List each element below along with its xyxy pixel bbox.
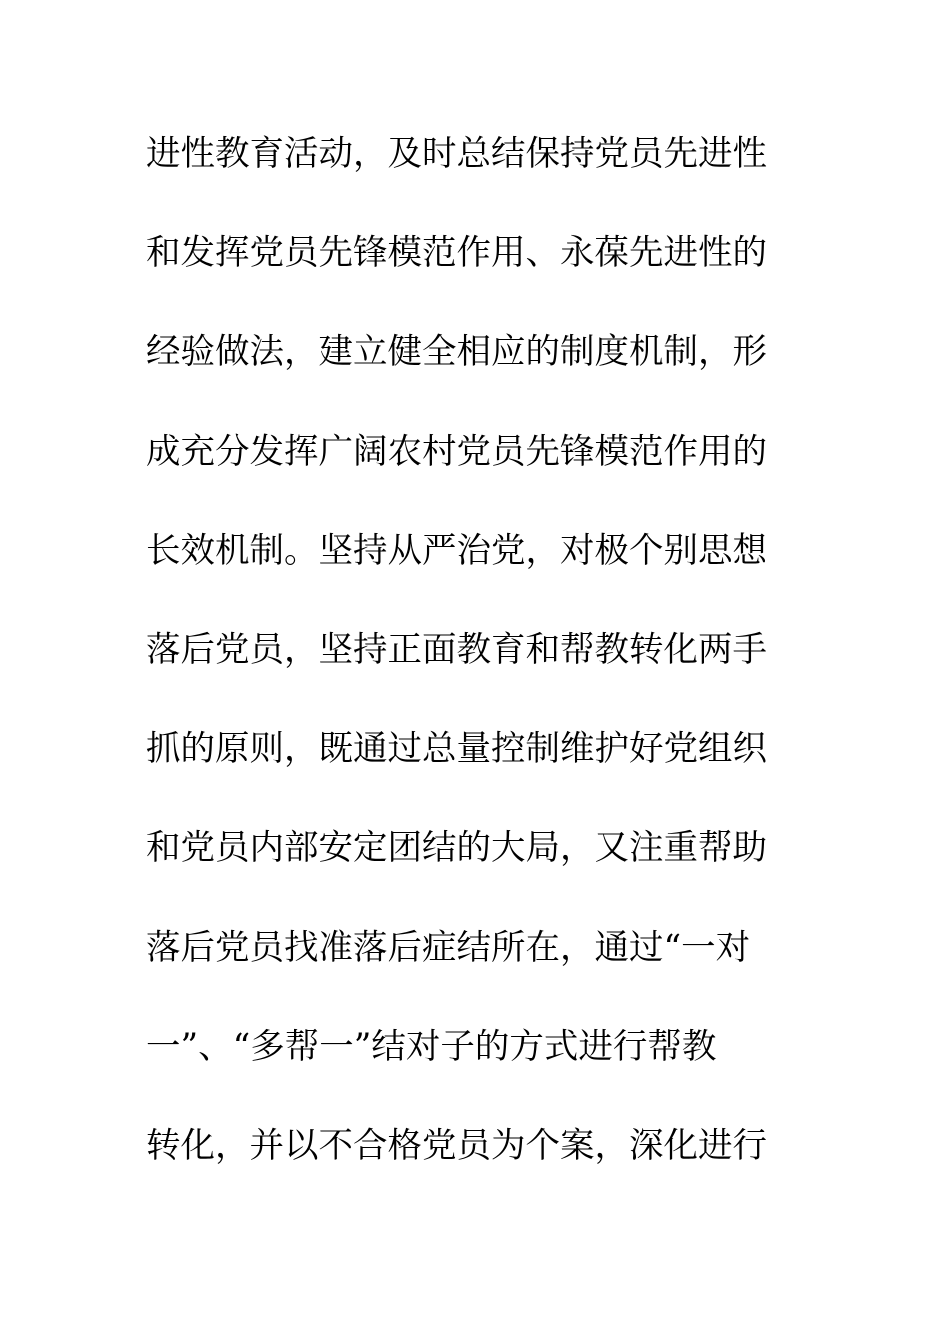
- text-line: 长效机制。坚持从严治党，对极个别思想: [146, 530, 767, 571]
- text-line: 转化，并以不合格党员为个案，深化进行: [146, 1125, 767, 1166]
- text-line: 落后党员，坚持正面教育和帮教转化两手: [146, 629, 767, 670]
- text-line: 经验做法，建立健全相应的制度机制，形: [146, 332, 767, 373]
- text-line: 成充分发挥广阔农村党员先锋模范作用的: [146, 431, 767, 472]
- body-text: [146, 125, 786, 1216]
- text-line: 落后党员找准落后症结所在，通过“一对: [146, 927, 751, 968]
- text-line: 进性教育活动，及时总结保持党员先进性: [146, 134, 767, 174]
- text-line: 抓的原则，既通过总量控制维护好党组织: [146, 729, 767, 770]
- text-line: 一”、“多帮一”结对子的方式进行帮教: [146, 1026, 717, 1067]
- text-line: 和发挥党员先锋模范作用、永葆先进性的: [146, 233, 767, 274]
- text-line: 和党员内部安定团结的大局，又注重帮助: [146, 828, 767, 869]
